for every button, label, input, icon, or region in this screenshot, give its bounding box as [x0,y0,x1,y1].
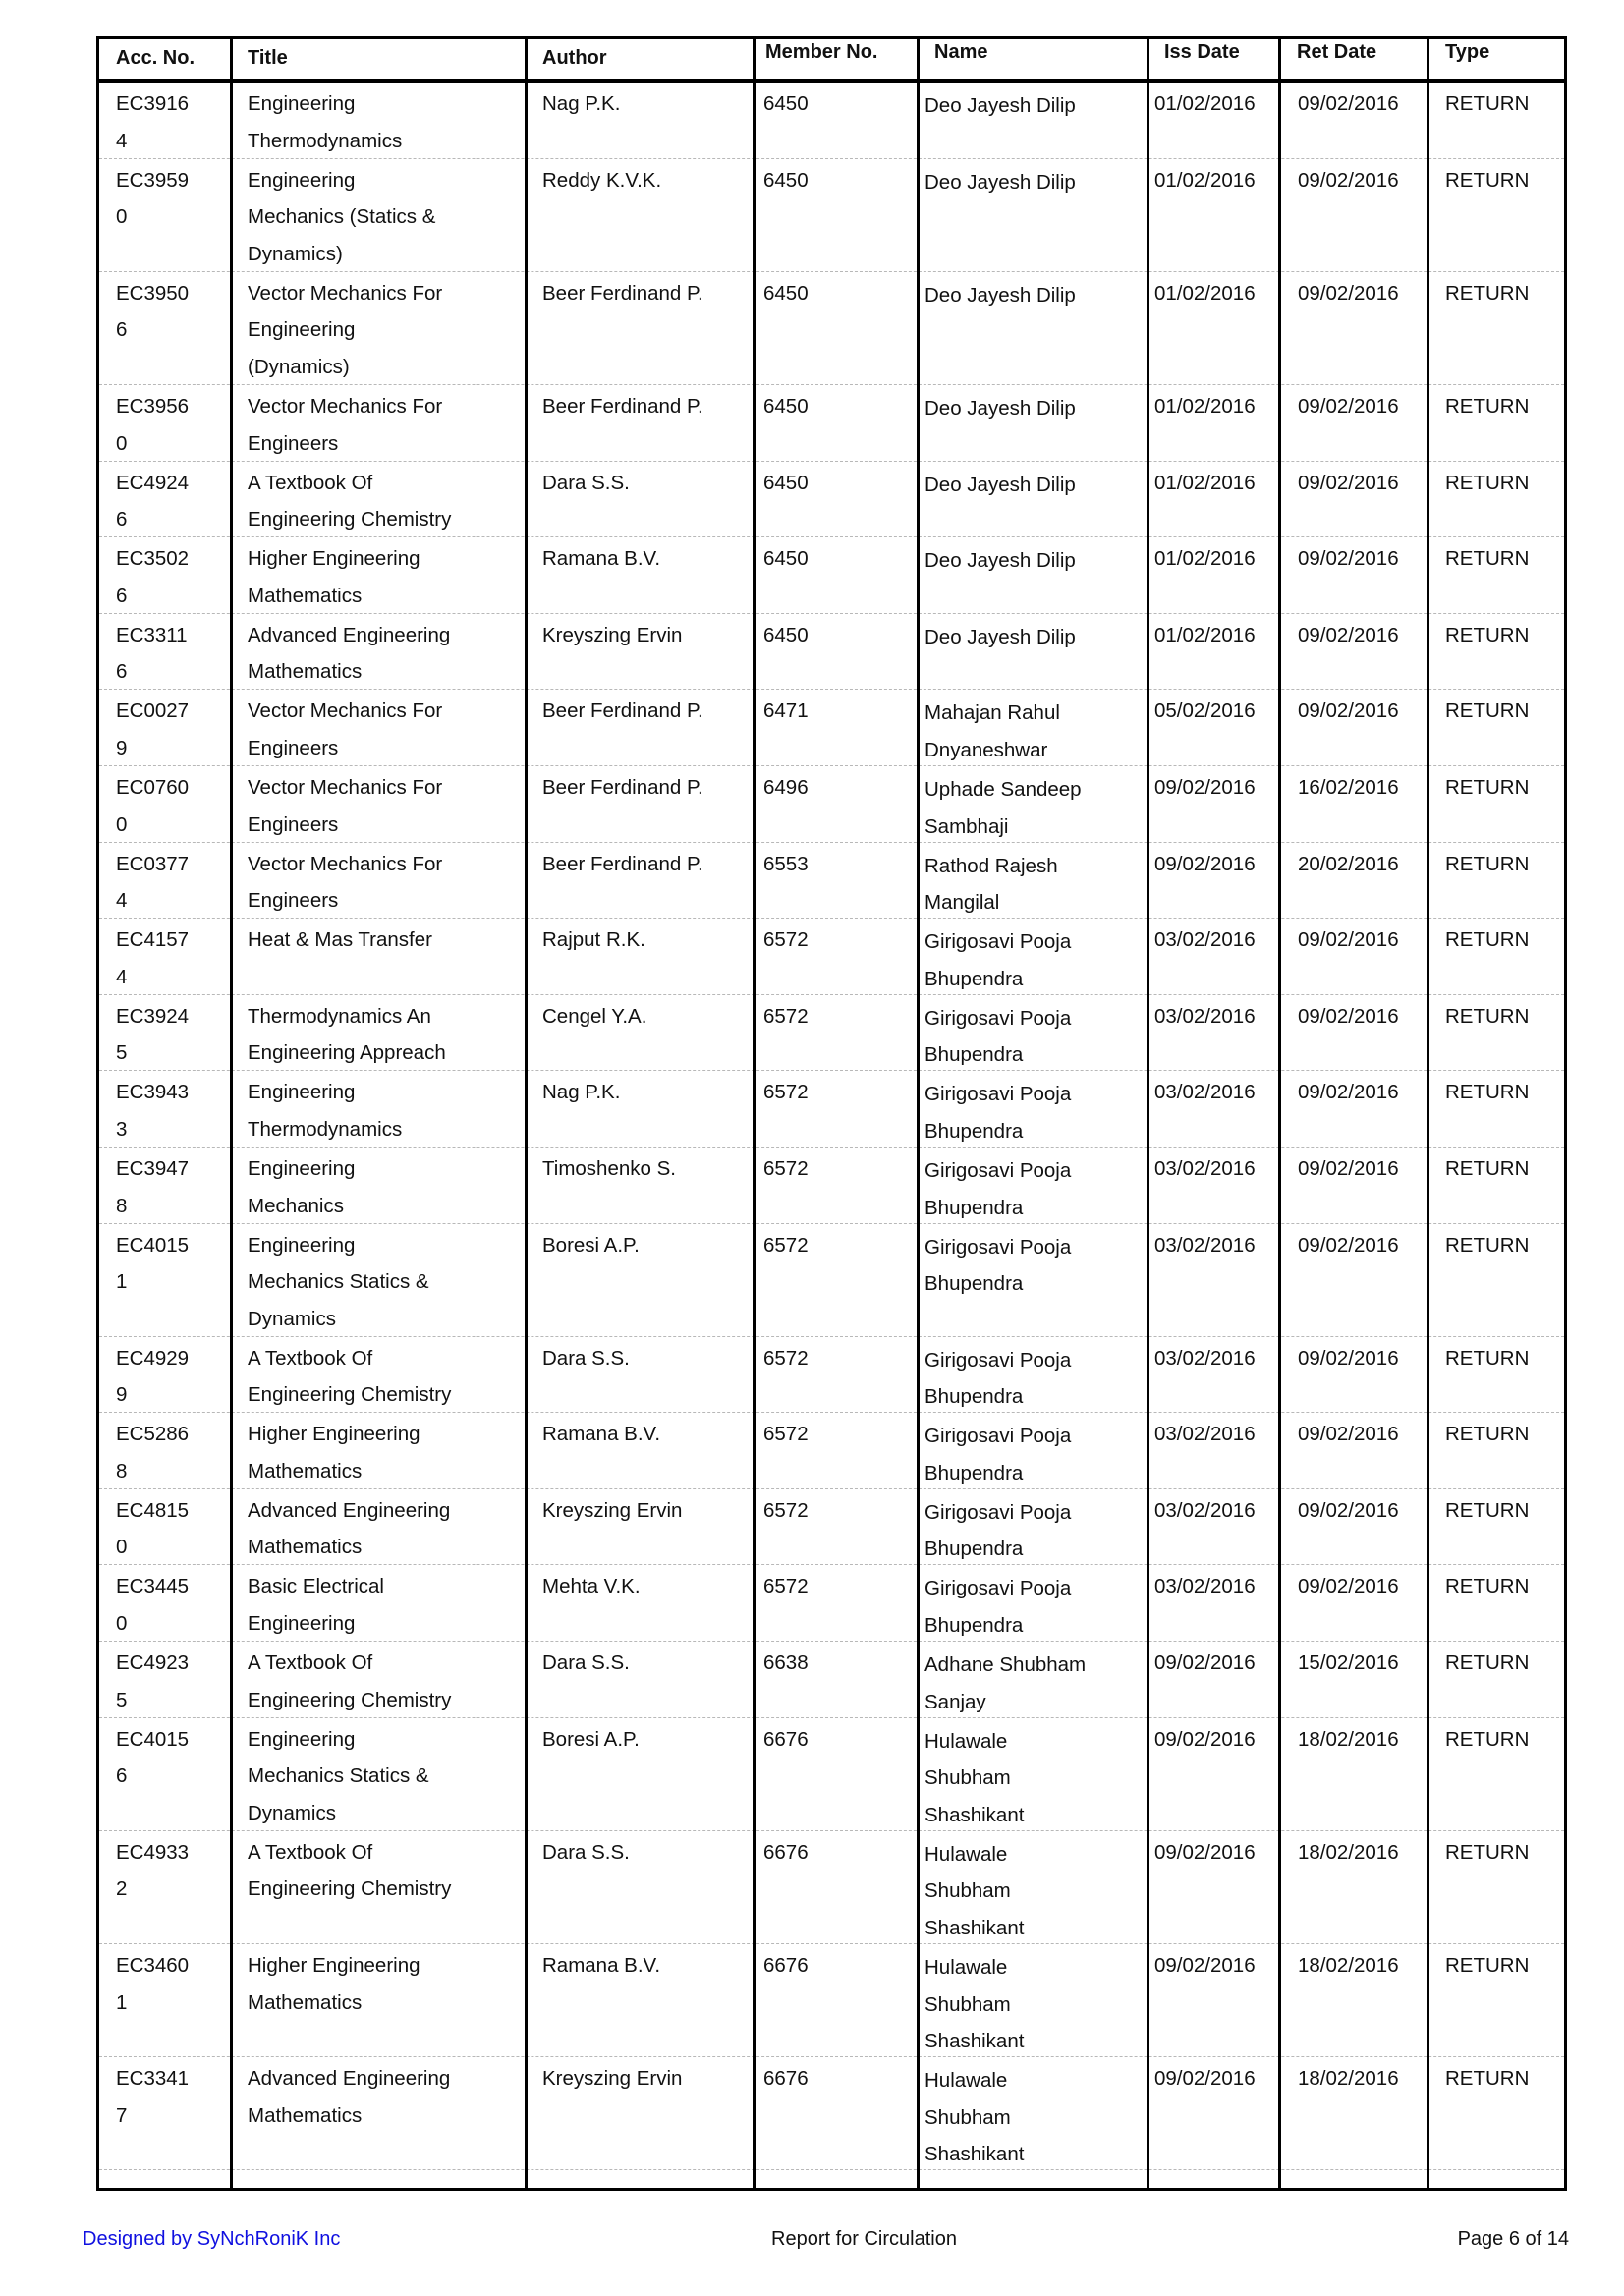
cell-title: Vector Mechanics For Engineers [248,394,443,455]
cell-member-no: 6450 [763,168,809,192]
cell-name: Deo Jayesh Dilip [924,473,1076,496]
cell-author: Timoshenko S. [542,1156,676,1180]
cell-author: Reddy K.V.K. [542,168,662,192]
header-label: Member No. [765,41,878,63]
cell-member-no: 6450 [763,281,809,305]
cell-acc-no: EC3924 5 [116,1004,190,1065]
cell-type: RETURN [1445,547,1530,571]
cell-member-no: 6496 [763,775,809,799]
table-row [99,537,1564,614]
cell-author: Beer Ferdinand P. [542,394,703,418]
cell-author: Boresi A.P. [542,1233,640,1257]
cell-title: Vector Mechanics For Engineers [248,775,443,836]
cell-ret-date: 09/02/2016 [1298,471,1399,494]
cell-acc-no: EC4929 9 [116,1346,190,1407]
column-divider [753,39,756,2188]
cell-type: RETURN [1445,394,1530,418]
cell-title: Engineering Thermodynamics [248,1081,403,1141]
cell-type: RETURN [1445,1575,1530,1598]
cell-ret-date: 09/02/2016 [1298,928,1399,952]
table-row [99,1224,1564,1337]
column-divider [525,39,528,2188]
cell-title: Thermodynamics An Engineering Appreach [248,1004,446,1065]
cell-member-no: 6450 [763,92,809,115]
cell-member-no: 6572 [763,1081,809,1104]
cell-name: Deo Jayesh Dilip [924,170,1076,194]
cell-author: Dara S.S. [542,1652,630,1675]
cell-iss-date: 09/02/2016 [1154,1840,1256,1864]
cell-acc-no: EC4015 1 [116,1233,190,1294]
cell-title: Advanced Engineering Mathematics [248,623,451,684]
cell-type: RETURN [1445,1840,1530,1864]
cell-name: Mahajan Rahul Dnyaneshwar [924,701,1060,761]
cell-type: RETURN [1445,1727,1530,1751]
cell-author: Nag P.K. [542,1081,621,1104]
cell-iss-date: 09/02/2016 [1154,1727,1256,1751]
cell-author: Beer Ferdinand P. [542,700,703,723]
table-row [99,462,1564,538]
table-header [99,39,1564,83]
cell-type: RETURN [1445,852,1530,875]
cell-iss-date: 01/02/2016 [1154,281,1256,305]
cell-iss-date: 03/02/2016 [1154,1156,1256,1180]
cell-member-no: 6572 [763,1156,809,1180]
table-row [99,995,1564,1072]
cell-member-no: 6572 [763,1346,809,1370]
cell-iss-date: 01/02/2016 [1154,547,1256,571]
cell-type: RETURN [1445,1423,1530,1446]
table-row [99,272,1564,385]
cell-acc-no: EC0760 0 [116,775,190,836]
header-type [1429,39,1567,79]
cell-type: RETURN [1445,1233,1530,1257]
cell-author: Dara S.S. [542,471,630,494]
cell-type: RETURN [1445,92,1530,115]
header-label: Type [1445,41,1490,63]
footer-report-title: Report for Circulation [771,2228,957,2250]
cell-ret-date: 09/02/2016 [1298,1081,1399,1104]
cell-iss-date: 03/02/2016 [1154,1233,1256,1257]
cell-name: Rathod Rajesh Mangilal [924,854,1058,915]
cell-acc-no: EC4015 6 [116,1727,190,1788]
cell-title: A Textbook Of Engineering Chemistry [248,1346,452,1407]
table-row [99,1337,1564,1414]
cell-ret-date: 09/02/2016 [1298,168,1399,192]
cell-member-no: 6572 [763,928,809,952]
cell-title: Basic Electrical Engineering [248,1575,384,1636]
cell-acc-no: EC4923 5 [116,1652,190,1711]
cell-name: Hulawale Shubham Shashikant [924,1729,1025,1826]
cell-acc-no: EC3311 6 [116,623,188,684]
cell-ret-date: 09/02/2016 [1298,1346,1399,1370]
circulation-table [96,36,1567,2191]
cell-acc-no: EC3959 0 [116,168,190,229]
cell-iss-date: 01/02/2016 [1154,168,1256,192]
cell-type: RETURN [1445,1004,1530,1028]
cell-acc-no: EC3947 8 [116,1156,190,1217]
cell-author: Beer Ferdinand P. [542,852,703,875]
cell-member-no: 6572 [763,1423,809,1446]
cell-acc-no: EC3943 3 [116,1081,190,1141]
cell-name: Girigosavi Pooja Bhupendra [924,1083,1072,1143]
cell-title: Higher Engineering Mathematics [248,1423,420,1483]
cell-name: Adhane Shubham Sanjay [924,1653,1087,1713]
table-row [99,1413,1564,1489]
cell-title: Engineering Mechanics Statics & Dynamics [248,1233,429,1330]
cell-name: Hulawale Shubham Shashikant [924,1956,1025,2053]
cell-title: Engineering Thermodynamics [248,92,403,152]
cell-iss-date: 03/02/2016 [1154,928,1256,952]
cell-member-no: 6450 [763,471,809,494]
cell-name: Girigosavi Pooja Bhupendra [924,1235,1072,1296]
table-row [99,83,1564,159]
header-title [233,39,525,79]
cell-iss-date: 03/02/2016 [1154,1575,1256,1598]
cell-ret-date: 15/02/2016 [1298,1652,1399,1675]
cell-iss-date: 09/02/2016 [1154,1652,1256,1675]
cell-iss-date: 03/02/2016 [1154,1423,1256,1446]
cell-acc-no: EC0377 4 [116,852,190,913]
cell-iss-date: 03/02/2016 [1154,1081,1256,1104]
cell-name: Deo Jayesh Dilip [924,396,1076,420]
cell-name: Hulawale Shubham Shashikant [924,1842,1025,1940]
cell-ret-date: 09/02/2016 [1298,1004,1399,1028]
cell-name: Girigosavi Pooja Bhupendra [924,1158,1072,1219]
cell-title: Vector Mechanics For Engineers [248,852,443,913]
cell-author: Beer Ferdinand P. [542,281,703,305]
footer-page-number: Page 6 of 14 [1457,2228,1569,2250]
cell-type: RETURN [1445,775,1530,799]
cell-type: RETURN [1445,928,1530,952]
cell-type: RETURN [1445,623,1530,646]
table-row [99,1718,1564,1831]
cell-member-no: 6676 [763,1727,809,1751]
table-row [99,690,1564,766]
header-acc-no [99,39,230,79]
cell-acc-no: EC3916 4 [116,92,190,152]
cell-ret-date: 09/02/2016 [1298,1156,1399,1180]
cell-ret-date: 18/02/2016 [1298,2067,1399,2091]
cell-ret-date: 09/02/2016 [1298,1575,1399,1598]
table-row [99,1071,1564,1148]
cell-acc-no: EC3341 7 [116,2067,190,2127]
cell-title: A Textbook Of Engineering Chemistry [248,1840,452,1901]
cell-acc-no: EC3950 6 [116,281,190,342]
column-divider [917,39,920,2188]
cell-name: Deo Jayesh Dilip [924,549,1076,573]
table-row [99,1831,1564,1944]
cell-iss-date: 01/02/2016 [1154,92,1256,115]
cell-member-no: 6553 [763,852,809,875]
table-row [99,1944,1564,2057]
cell-ret-date: 09/02/2016 [1298,700,1399,723]
cell-author: Kreyszing Ervin [542,623,683,646]
cell-ret-date: 09/02/2016 [1298,623,1399,646]
table-row [99,614,1564,691]
cell-acc-no: EC5286 8 [116,1423,190,1483]
cell-author: Beer Ferdinand P. [542,775,703,799]
cell-name: Girigosavi Pooja Bhupendra [924,1425,1072,1484]
cell-name: Girigosavi Pooja Bhupendra [924,1577,1072,1638]
cell-type: RETURN [1445,1081,1530,1104]
cell-type: RETURN [1445,1652,1530,1675]
table-row [99,1148,1564,1224]
table-row [99,1565,1564,1642]
cell-title: Higher Engineering Mathematics [248,1954,420,2014]
cell-title: Engineering Mechanics (Statics & Dynamics) [248,168,436,265]
cell-title: A Textbook Of Engineering Chemistry [248,471,452,532]
table-row [99,919,1564,995]
table-row [99,2057,1564,2170]
cell-type: RETURN [1445,281,1530,305]
cell-author: Cengel Y.A. [542,1004,647,1028]
cell-author: Nag P.K. [542,92,621,115]
cell-title: Advanced Engineering Mathematics [248,2067,451,2127]
cell-ret-date: 16/02/2016 [1298,775,1399,799]
header-label: Name [934,41,988,63]
cell-member-no: 6676 [763,2067,809,2091]
cell-acc-no: EC0027 9 [116,700,190,759]
cell-acc-no: EC4157 4 [116,928,190,988]
cell-acc-no: EC4933 2 [116,1840,190,1901]
cell-author: Ramana B.V. [542,1954,661,1978]
cell-member-no: 6450 [763,547,809,571]
cell-type: RETURN [1445,1954,1530,1978]
cell-member-no: 6450 [763,623,809,646]
cell-iss-date: 01/02/2016 [1154,623,1256,646]
cell-acc-no: EC3956 0 [116,394,190,455]
cell-acc-no: EC4815 0 [116,1498,190,1559]
cell-iss-date: 09/02/2016 [1154,775,1256,799]
column-divider [1427,39,1429,2188]
cell-type: RETURN [1445,1156,1530,1180]
cell-type: RETURN [1445,471,1530,494]
cell-name: Girigosavi Pooja Bhupendra [924,1006,1072,1067]
cell-title: A Textbook Of Engineering Chemistry [248,1652,452,1711]
cell-iss-date: 03/02/2016 [1154,1498,1256,1522]
header-ret-date [1281,39,1427,79]
cell-acc-no: EC3460 1 [116,1954,190,2014]
header-iss-date [1149,39,1278,79]
cell-author: Rajput R.K. [542,928,645,952]
cell-iss-date: 03/02/2016 [1154,1346,1256,1370]
cell-ret-date: 18/02/2016 [1298,1954,1399,1978]
header-label: Title [248,47,288,69]
header-member-no [756,39,917,79]
cell-name: Hulawale Shubham Shashikant [924,2069,1025,2166]
cell-name: Girigosavi Pooja Bhupendra [924,1348,1072,1409]
cell-ret-date: 09/02/2016 [1298,1423,1399,1446]
table-row [99,159,1564,272]
cell-iss-date: 09/02/2016 [1154,1954,1256,1978]
header-name [920,39,1147,79]
cell-name: Girigosavi Pooja Bhupendra [924,1500,1072,1561]
cell-author: Ramana B.V. [542,1423,661,1446]
cell-name: Deo Jayesh Dilip [924,94,1076,117]
table-row [99,385,1564,462]
cell-member-no: 6572 [763,1233,809,1257]
cell-author: Kreyszing Ervin [542,1498,683,1522]
column-divider [1147,39,1149,2188]
cell-author: Mehta V.K. [542,1575,641,1598]
cell-acc-no: EC3502 6 [116,547,190,607]
cell-ret-date: 18/02/2016 [1298,1727,1399,1751]
cell-ret-date: 18/02/2016 [1298,1840,1399,1864]
cell-author: Dara S.S. [542,1346,630,1370]
cell-title: Engineering Mechanics [248,1156,356,1217]
cell-member-no: 6572 [763,1498,809,1522]
cell-iss-date: 01/02/2016 [1154,394,1256,418]
cell-iss-date: 03/02/2016 [1154,1004,1256,1028]
cell-iss-date: 05/02/2016 [1154,700,1256,723]
cell-type: RETURN [1445,1346,1530,1370]
cell-ret-date: 09/02/2016 [1298,92,1399,115]
cell-iss-date: 09/02/2016 [1154,2067,1256,2091]
cell-title: Engineering Mechanics Statics & Dynamics [248,1727,429,1824]
cell-author: Ramana B.V. [542,547,661,571]
cell-author: Dara S.S. [542,1840,630,1864]
cell-title: Advanced Engineering Mathematics [248,1498,451,1559]
cell-member-no: 6572 [763,1575,809,1598]
cell-author: Kreyszing Ervin [542,2067,683,2091]
table-body [99,83,1564,2170]
cell-acc-no: EC3445 0 [116,1575,190,1636]
footer-designer-credit: Designed by SyNchRoniK Inc [83,2228,341,2250]
cell-ret-date: 09/02/2016 [1298,394,1399,418]
cell-ret-date: 09/02/2016 [1298,547,1399,571]
cell-ret-date: 09/02/2016 [1298,1233,1399,1257]
column-divider [230,39,233,2188]
cell-title: Higher Engineering Mathematics [248,547,420,607]
cell-name: Deo Jayesh Dilip [924,283,1076,307]
cell-name: Deo Jayesh Dilip [924,625,1076,648]
cell-ret-date: 09/02/2016 [1298,1498,1399,1522]
header-label: Author [542,47,607,69]
cell-member-no: 6471 [763,700,809,723]
cell-title: Vector Mechanics For Engineering (Dynamics) [248,281,443,378]
header-label: Iss Date [1164,41,1240,63]
cell-acc-no: EC4924 6 [116,471,190,532]
header-label: Acc. No. [116,47,196,69]
cell-type: RETURN [1445,1498,1530,1522]
header-author [528,39,753,79]
cell-member-no: 6450 [763,394,809,418]
cell-name: Girigosavi Pooja Bhupendra [924,930,1072,990]
cell-title: Heat & Mas Transfer [248,928,432,952]
cell-ret-date: 20/02/2016 [1298,852,1399,875]
cell-ret-date: 09/02/2016 [1298,281,1399,305]
cell-member-no: 6638 [763,1652,809,1675]
cell-member-no: 6676 [763,1954,809,1978]
cell-member-no: 6676 [763,1840,809,1864]
cell-member-no: 6572 [763,1004,809,1028]
cell-author: Boresi A.P. [542,1727,640,1751]
cell-type: RETURN [1445,700,1530,723]
table-row [99,843,1564,920]
cell-iss-date: 01/02/2016 [1154,471,1256,494]
cell-title: Vector Mechanics For Engineers [248,700,443,759]
table-row [99,1489,1564,1566]
cell-type: RETURN [1445,2067,1530,2091]
table-row [99,766,1564,843]
cell-iss-date: 09/02/2016 [1154,852,1256,875]
table-row [99,1642,1564,1718]
column-divider [1278,39,1281,2188]
header-label: Ret Date [1297,41,1377,63]
cell-type: RETURN [1445,168,1530,192]
cell-name: Uphade Sandeep Sambhaji [924,777,1082,838]
